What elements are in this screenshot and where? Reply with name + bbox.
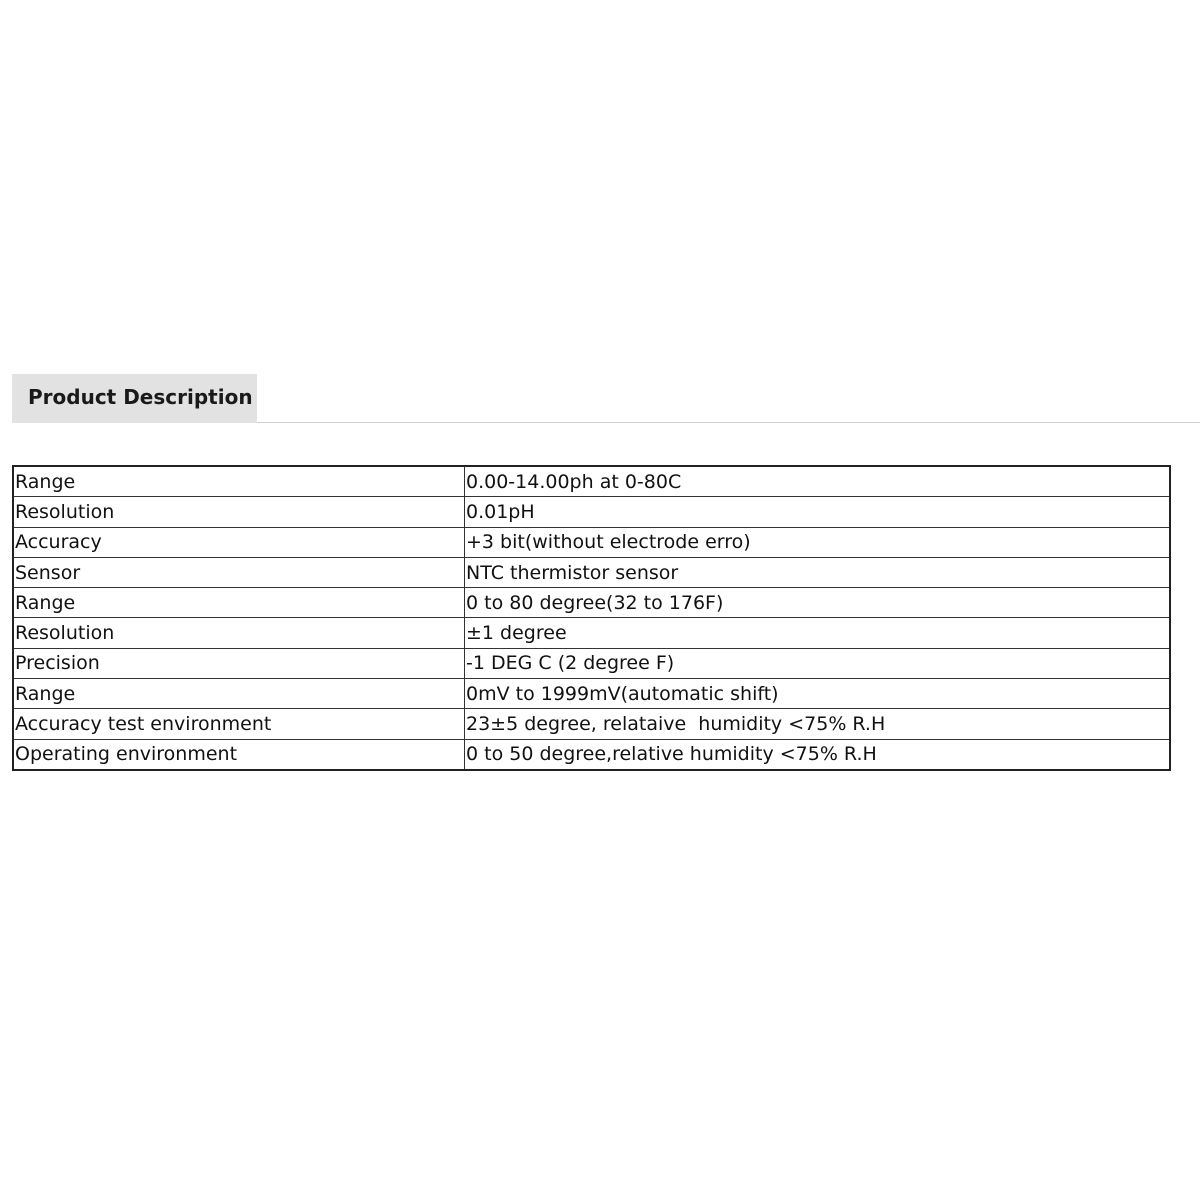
table-row — [13, 709, 1170, 739]
table-row — [13, 648, 1170, 678]
spec-value: ±1 degree — [465, 618, 1171, 648]
table-row — [13, 739, 1170, 770]
spec-value: 23±5 degree, relataive humidity <75% R.H — [465, 709, 1171, 739]
spec-value: 0mV to 1999mV(automatic shift) — [465, 679, 1171, 709]
table-row — [13, 557, 1170, 587]
spec-table — [12, 465, 1171, 771]
spec-key: Accuracy test environment — [13, 709, 465, 739]
spec-key: Range — [13, 588, 465, 618]
spec-value: 0 to 50 degree,relative humidity <75% R.H — [465, 739, 1171, 770]
spec-value: NTC thermistor sensor — [465, 557, 1171, 587]
spec-key: Range — [13, 466, 465, 497]
spec-value: 0 to 80 degree(32 to 176F) — [465, 588, 1171, 618]
tab-bar — [12, 374, 1200, 423]
table-row — [13, 527, 1170, 557]
spec-key: Precision — [13, 648, 465, 678]
spec-key: Range — [13, 679, 465, 709]
table-row — [13, 588, 1170, 618]
table-row — [13, 466, 1170, 497]
spec-key: Resolution — [13, 618, 465, 648]
table-row — [13, 679, 1170, 709]
tab-product-description[interactable]: Product Description — [12, 374, 257, 423]
spec-value: +3 bit(without electrode erro) — [465, 527, 1171, 557]
spec-key: Operating environment — [13, 739, 465, 770]
spec-key: Accuracy — [13, 527, 465, 557]
spec-value: 0.00-14.00ph at 0-80C — [465, 466, 1171, 497]
spec-key: Sensor — [13, 557, 465, 587]
table-row — [13, 497, 1170, 527]
spec-key: Resolution — [13, 497, 465, 527]
table-row — [13, 618, 1170, 648]
spec-value: -1 DEG C (2 degree F) — [465, 648, 1171, 678]
spec-value: 0.01pH — [465, 497, 1171, 527]
